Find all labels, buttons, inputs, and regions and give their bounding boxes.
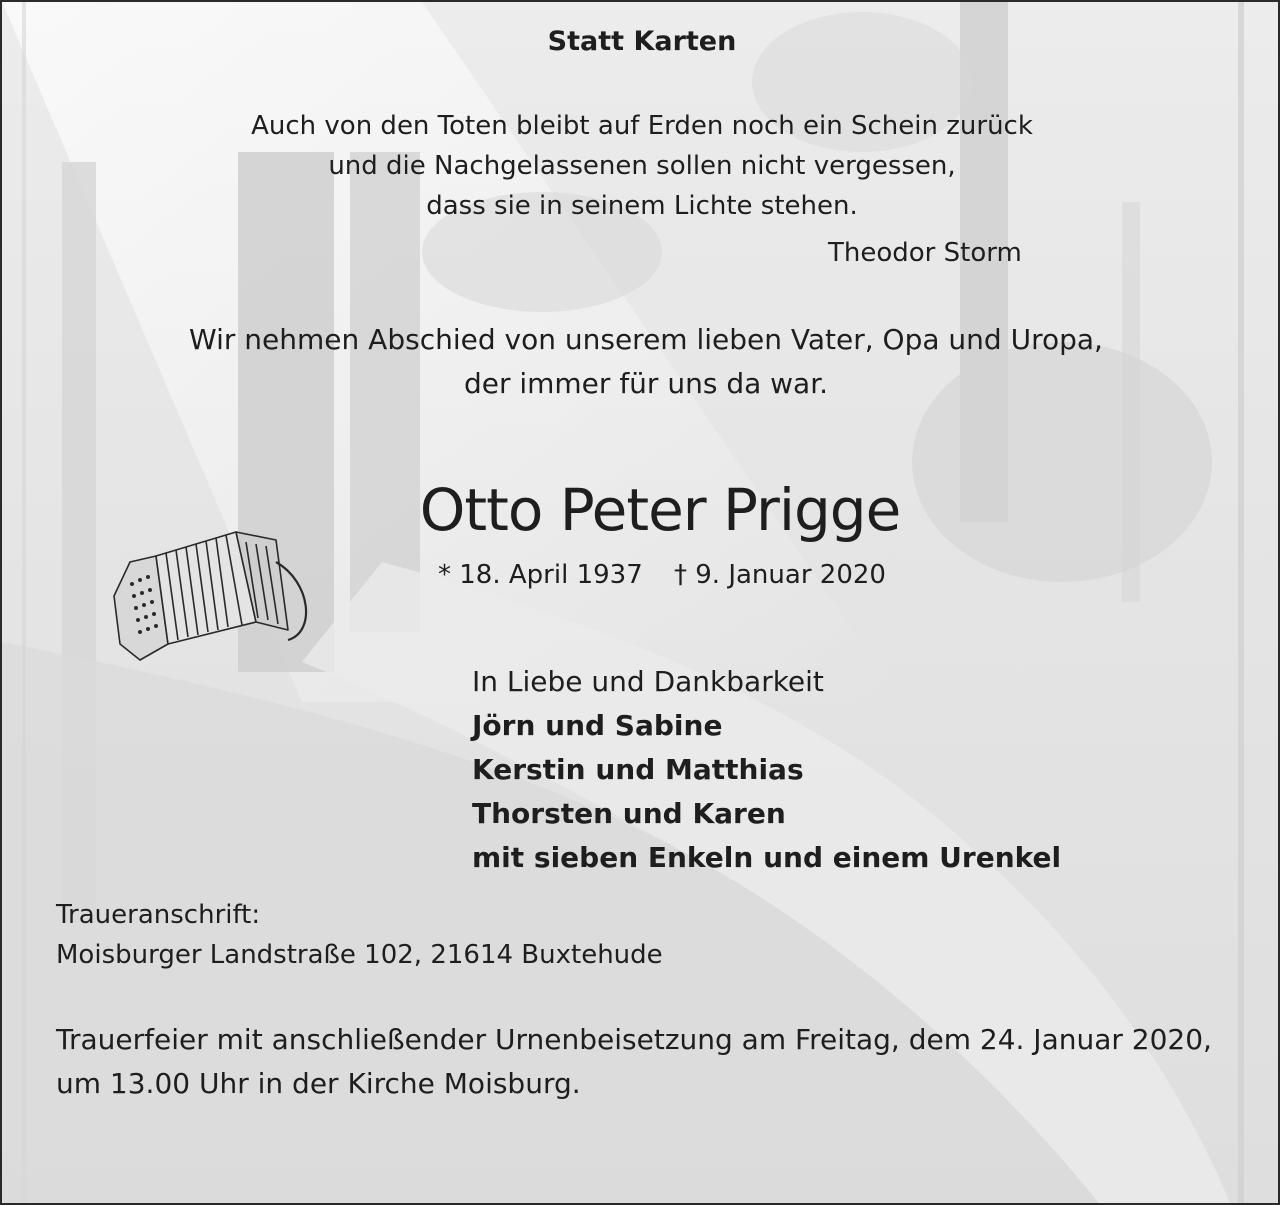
quote-line: dass sie in seinem Lichte stehen.: [426, 191, 858, 221]
family-member: Jörn und Sabine: [472, 709, 723, 742]
ceremony-line: Trauerfeier mit anschließender Urnenbeisetzung am Freitag, dem 24. Januar 2020,: [56, 1023, 1212, 1056]
accordion-icon: [106, 522, 316, 668]
address-label: Traueranschrift:: [56, 900, 261, 930]
farewell-line: Wir nehmen Abschied von unserem lieben Vater, Opa und Uropa,: [189, 323, 1103, 356]
family-member: Thorsten und Karen: [472, 797, 786, 830]
quote-author: Theodor Storm: [828, 238, 1022, 268]
farewell-line: der immer für uns da war.: [463, 367, 829, 400]
family-member: Kerstin und Matthias: [472, 753, 804, 786]
death-date: † 9. Januar 2020: [674, 560, 886, 590]
ceremony-line: um 13.00 Uhr in der Kirche Moisburg.: [56, 1067, 581, 1100]
quote-line: Auch von den Toten bleibt auf Erden noch ein Schein zurück: [251, 111, 1033, 141]
family-signature: [472, 660, 1061, 880]
notice-heading: Statt Karten: [547, 26, 737, 57]
ceremony-info: [56, 1018, 1212, 1106]
deceased-name: Otto Peter Prigge: [419, 476, 901, 544]
quote-block: [2, 106, 1280, 226]
address-value: Moisburger Landstraße 102, 21614 Buxtehude: [56, 940, 663, 970]
farewell-text: [2, 318, 1280, 406]
birth-date: * 18. April 1937: [438, 560, 643, 590]
family-intro: In Liebe und Dankbarkeit: [472, 665, 824, 698]
family-member: mit sieben Enkeln und einem Urenkel: [472, 841, 1062, 874]
quote-line: und die Nachgelassenen sollen nicht vergessen,: [328, 151, 956, 181]
